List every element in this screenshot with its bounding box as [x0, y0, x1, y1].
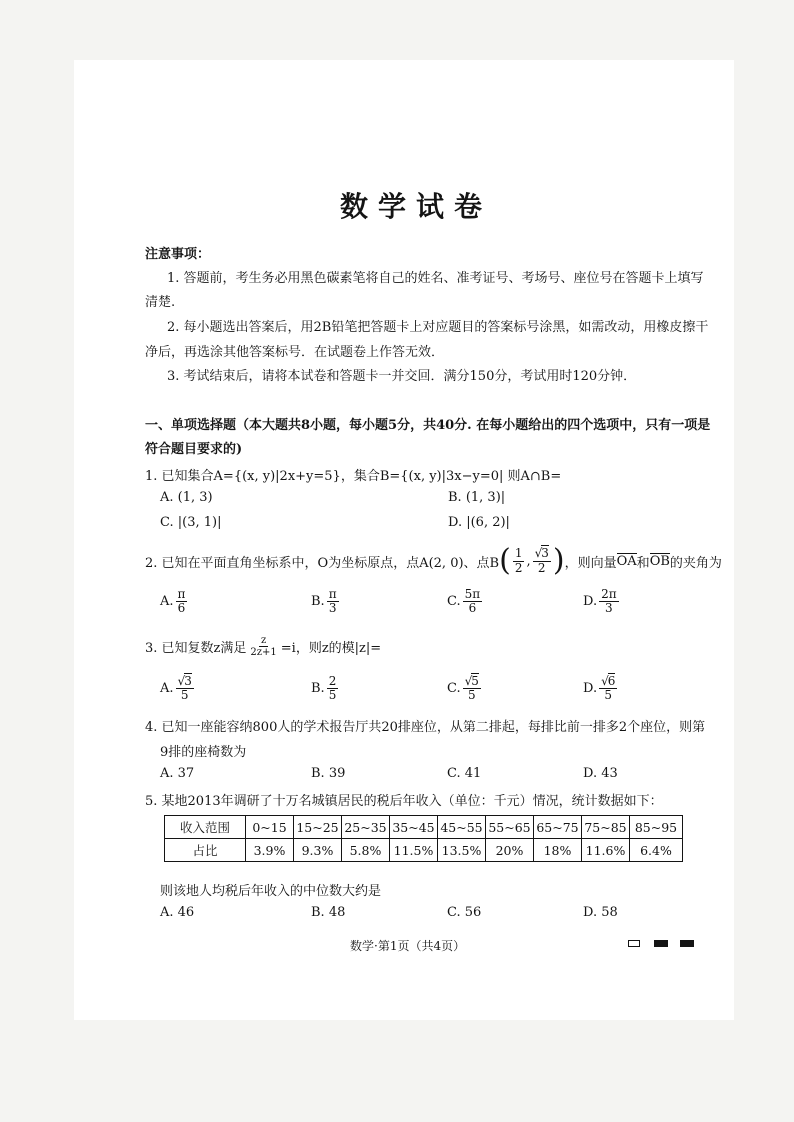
section-1-heading-cont: 符合题目要求的) — [145, 442, 243, 457]
table-row — [165, 839, 683, 862]
table-cell: 20% — [486, 839, 534, 862]
question-2-text-3: 的夹角为 — [669, 555, 722, 571]
fraction-den: 3 — [328, 601, 337, 616]
fraction-den: 6 — [468, 601, 477, 616]
question-2-option-c — [447, 588, 484, 615]
question-2-option-b — [311, 588, 341, 615]
fraction-num: π — [177, 587, 186, 601]
table-cell: 55~65 — [486, 816, 534, 839]
fraction-num: z — [260, 635, 267, 646]
table-cell: 5.8% — [342, 839, 390, 862]
option-label: C. — [447, 594, 461, 610]
point-b-y — [533, 547, 551, 574]
option-label: D. — [583, 594, 598, 610]
comma: , — [526, 553, 531, 569]
notice-item-1: 1. 答题前，考生务必用黑色碳素笔将自己的姓名、准考证号、考场号、座位号在答题卡上填写 — [167, 271, 704, 286]
question-2-and: 和 — [636, 555, 650, 571]
question-5-question: 则该地人均税后年收入的中位数大约是 — [160, 884, 382, 899]
question-3-option-a — [160, 675, 196, 702]
fraction-num: 2π — [601, 587, 617, 601]
question-3-text-2: =i，则z的模|z|= — [280, 641, 382, 656]
fraction-den: 5 — [467, 688, 476, 703]
table-cell: 11.6% — [582, 839, 630, 862]
option-label: A. — [160, 681, 174, 697]
question-4-stem: 4. 已知一座能容纳800人的学术报告厅共20排座位，从第二排起，每排比前一排多2个座位，则第 — [145, 720, 706, 735]
income-table — [164, 815, 683, 862]
point-b-x-den: 2 — [514, 560, 523, 575]
table-cell: 9.3% — [294, 839, 342, 862]
fraction-num: √6 — [601, 674, 616, 688]
option-fraction — [599, 588, 619, 615]
fraction-num: √5 — [464, 674, 479, 688]
option-label: D. — [583, 681, 598, 697]
table-cell: 35~45 — [390, 816, 438, 839]
question-4-option-c: C. 41 — [447, 766, 482, 781]
option-fraction — [176, 675, 194, 702]
question-4-option-b: B. 39 — [311, 766, 346, 781]
fraction-den: 5 — [180, 688, 189, 703]
notice-item-2-cont: 净后，再选涂其他答案标号．在试题卷上作答无效． — [145, 345, 445, 360]
fraction-den: 2z+1 — [250, 647, 277, 658]
question-1-option-a: A. (1, 3) — [160, 490, 213, 505]
fraction-den: 6 — [177, 601, 186, 616]
fraction-num: 2 — [328, 674, 337, 688]
question-5-option-c: C. 56 — [447, 905, 482, 920]
table-cell: 85~95 — [630, 816, 683, 839]
sqrt-radicand: 6 — [607, 674, 616, 688]
table-cell: 18% — [534, 839, 582, 862]
question-2-stem — [145, 543, 722, 578]
point-b-y-den: 2 — [537, 560, 546, 575]
fraction-num: √3 — [177, 674, 192, 688]
question-3-option-c — [447, 675, 483, 702]
question-4-stem-cont: 9排的座椅数为 — [160, 745, 247, 760]
table-cell: 65~75 — [534, 816, 582, 839]
option-label: C. — [447, 681, 461, 697]
question-2-text-1: 2. 已知在平面直角坐标系中，O为坐标原点，点A(2, 0)、点B — [145, 555, 500, 571]
table-cell: 13.5% — [438, 839, 486, 862]
table-cell: 11.5% — [390, 839, 438, 862]
option-label: A. — [160, 594, 174, 610]
table-header-row — [165, 816, 683, 839]
fraction-num: π — [328, 587, 337, 601]
option-fraction — [327, 675, 339, 702]
option-fraction — [463, 588, 483, 615]
option-fraction — [176, 588, 188, 615]
question-1-option-d: D. |(6, 2)| — [448, 515, 510, 530]
question-3-text-1: 3. 已知复数z满足 — [145, 641, 247, 656]
question-1-stem: 1. 已知集合A={(x, y)|2x+y=5}，集合B={(x, y)|3x−y=0| 则A∩B= — [145, 469, 562, 484]
sqrt-radicand: 3 — [184, 674, 192, 688]
question-2-option-a — [160, 588, 189, 615]
page-footer: 数学·第1页（共4页） — [350, 939, 466, 953]
table-cell: 45~55 — [438, 816, 486, 839]
question-1-option-c: C. |(3, 1)| — [160, 515, 222, 530]
right-paren: ) — [552, 543, 565, 578]
question-3-option-d — [583, 675, 619, 702]
vector-oa: OA — [616, 554, 637, 569]
question-5-stem: 5. 某地2013年调研了十万名城镇居民的税后年收入（单位：千元）情况，统计数据如下： — [145, 794, 663, 809]
fraction-den: 5 — [328, 688, 337, 703]
option-fraction — [599, 675, 617, 702]
left-paren: ( — [499, 543, 511, 578]
table-cell: 25~35 — [342, 816, 390, 839]
table-cell: 15~25 — [294, 816, 342, 839]
table-cell: 3.9% — [246, 839, 294, 862]
point-b-y-num: √3 — [534, 546, 549, 561]
option-fraction — [463, 675, 481, 702]
page-title: 数学试卷 — [340, 190, 493, 223]
question-2-option-d — [583, 588, 621, 615]
registration-mark-filled — [680, 940, 694, 947]
fraction-den: 5 — [604, 688, 613, 703]
sqrt-radicand: 5 — [471, 674, 479, 688]
table-cell: 6.4% — [630, 839, 683, 862]
question-4-option-a: A. 37 — [160, 766, 195, 781]
point-b-x-num: 1 — [514, 546, 523, 561]
section-1-heading: 一、单项选择题（本大题共8小题，每小题5分，共40分. 在每小题给出的四个选项中，只有一项是 — [145, 418, 711, 433]
sqrt-radicand: 3 — [541, 546, 549, 561]
option-fraction — [327, 588, 339, 615]
option-label: B. — [311, 594, 325, 610]
question-3-fraction — [248, 635, 278, 658]
notice-item-3: 3. 考试结束后，请将本试卷和答题卡一并交回．满分150分，考试用时120分钟． — [167, 369, 637, 384]
table-cell: 收入范围 — [165, 816, 246, 839]
option-label: B. — [311, 681, 325, 697]
vector-ob: OB — [649, 554, 670, 569]
notice-item-1-cont: 清楚. — [145, 295, 176, 310]
question-5-option-d: D. 58 — [583, 905, 618, 920]
table-cell: 75~85 — [582, 816, 630, 839]
question-3-stem — [145, 635, 381, 658]
question-3-option-b — [311, 675, 340, 702]
fraction-den: 3 — [605, 601, 613, 616]
notice-item-2: 2. 每小题选出答案后，用2B铅笔把答题卡上对应题目的答案标号涂黑，如需改动，用橡皮擦干 — [167, 320, 709, 335]
question-4-option-d: D. 43 — [583, 766, 618, 781]
point-b-x — [513, 547, 525, 574]
registration-mark-filled — [654, 940, 668, 947]
notice-heading: 注意事项： — [145, 247, 211, 262]
question-2-text-2: ，则向量 — [564, 555, 617, 571]
question-5-option-a: A. 46 — [160, 905, 195, 920]
table-cell: 0~15 — [246, 816, 294, 839]
table-cell: 占比 — [165, 839, 246, 862]
question-5-option-b: B. 48 — [311, 905, 346, 920]
fraction-num: 5π — [464, 587, 481, 601]
question-1-option-b: B. (1, 3)| — [448, 490, 506, 505]
registration-mark-hollow — [628, 940, 640, 947]
